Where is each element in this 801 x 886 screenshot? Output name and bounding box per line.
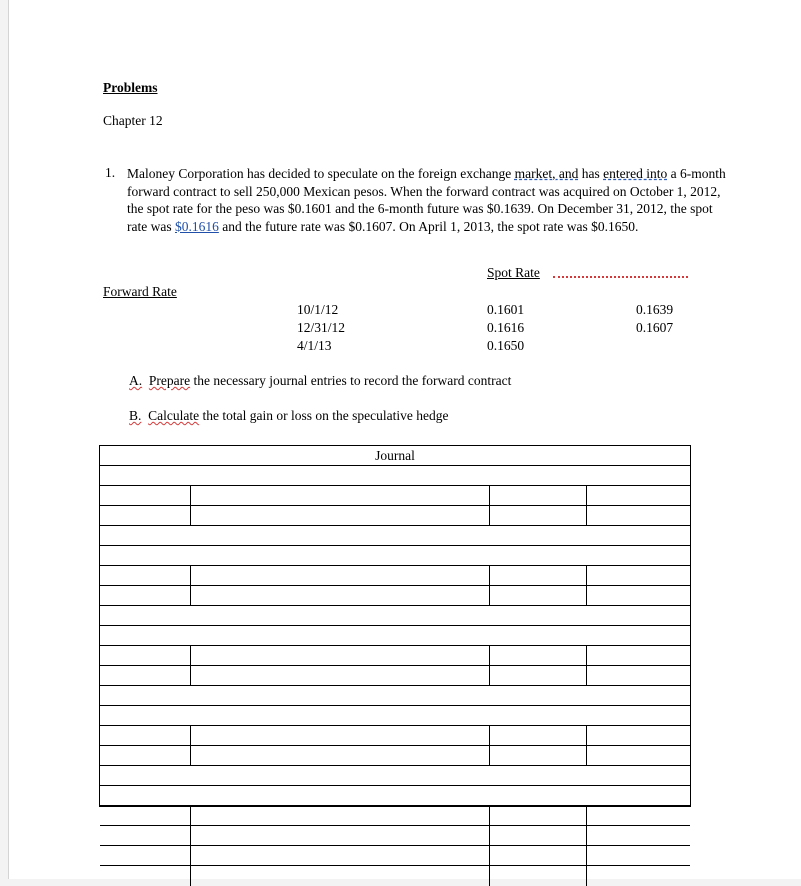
journal-cell[interactable]: [490, 746, 587, 765]
journal-cell[interactable]: [490, 726, 587, 745]
journal-row[interactable]: [100, 566, 690, 586]
journal-cell[interactable]: [490, 486, 587, 505]
chapter-label: Chapter 12: [103, 113, 163, 128]
journal-row[interactable]: [100, 846, 690, 866]
journal-cell[interactable]: [100, 586, 191, 605]
problem-text-part: has: [578, 166, 604, 181]
rate-spot: 0.1616: [487, 320, 525, 335]
journal-cell[interactable]: [490, 566, 587, 585]
journal-cell[interactable]: [100, 486, 191, 505]
journal-row[interactable]: [100, 606, 690, 626]
journal-cell[interactable]: [100, 646, 191, 665]
journal-cell[interactable]: [191, 566, 490, 585]
journal-cell[interactable]: [191, 506, 490, 525]
journal-row[interactable]: [100, 746, 690, 766]
journal-cell[interactable]: [191, 666, 490, 685]
rate-spot: 0.1601: [487, 302, 525, 317]
task-b-verb: Calculate: [148, 408, 200, 423]
journal-cell[interactable]: [100, 506, 191, 525]
journal-cell[interactable]: [490, 806, 587, 825]
journal-row[interactable]: [100, 486, 690, 506]
problem-text: [127, 165, 727, 235]
journal-cell[interactable]: [100, 846, 191, 865]
journal-cell[interactable]: [490, 506, 587, 525]
journal-cell[interactable]: [191, 646, 490, 665]
journal-cell[interactable]: [490, 826, 587, 845]
task-a-label: A.: [129, 373, 143, 388]
task-b: [129, 408, 448, 424]
journal-row[interactable]: [100, 866, 690, 886]
journal-row[interactable]: [100, 666, 690, 686]
journal-cell[interactable]: [191, 826, 490, 845]
task-a-text: the necessary journal entries to record the forward contract: [190, 373, 512, 388]
rate-spot: 0.1650: [487, 338, 525, 353]
journal-title: Journal: [100, 446, 690, 466]
problem-text-part: and the future rate was $0.1607. On April 1, 2013, the spot rate was $0.1650.: [218, 218, 639, 234]
journal-row[interactable]: [100, 466, 690, 486]
journal-cell[interactable]: [100, 666, 191, 685]
journal-row[interactable]: [100, 786, 690, 806]
rate-date: 4/1/13: [297, 338, 332, 353]
grammar-flag: entered into: [603, 166, 668, 181]
problem-number: 1.: [105, 165, 116, 180]
journal-row[interactable]: [100, 546, 690, 566]
journal-row[interactable]: [100, 806, 690, 826]
journal-row[interactable]: [100, 626, 690, 646]
journal-cell[interactable]: [490, 846, 587, 865]
journal-cell[interactable]: [490, 866, 587, 886]
journal-cell[interactable]: [191, 866, 490, 886]
journal-row[interactable]: [100, 766, 690, 786]
journal-cell[interactable]: [191, 846, 490, 865]
document-page: [8, 0, 801, 879]
journal-cell[interactable]: [490, 586, 587, 605]
journal-cell[interactable]: [490, 666, 587, 685]
journal-cell[interactable]: [191, 726, 490, 745]
journal-cell[interactable]: [100, 826, 191, 845]
journal-cell[interactable]: [100, 806, 191, 825]
problem-text-part: a 6-month forward contract to sell 250,000 Mexican pesos. When the forward contract was acquired on October 1, 2012, the spot rate for the peso was $0.1601 and the 6-month future was $0.1639. On December 31, 2012, the spot rate was: [127, 166, 726, 234]
journal-row[interactable]: [100, 726, 690, 746]
journal-cell[interactable]: [191, 586, 490, 605]
rate-forward: 0.1607: [636, 320, 674, 335]
task-a: [129, 373, 511, 389]
task-a-verb: Prepare: [148, 373, 191, 388]
journal-row[interactable]: [100, 506, 690, 526]
rate-date: 12/31/12: [297, 320, 346, 335]
page-title: Problems: [103, 80, 158, 95]
journal-cell[interactable]: [100, 866, 191, 886]
hyperlink-value[interactable]: $0.1616: [174, 218, 219, 234]
journal-row[interactable]: [100, 526, 690, 546]
journal-row[interactable]: [100, 826, 690, 846]
journal-cell[interactable]: [191, 806, 490, 825]
journal-cell[interactable]: [100, 726, 191, 745]
journal-cell[interactable]: [191, 746, 490, 765]
journal-cell[interactable]: [490, 646, 587, 665]
journal-row[interactable]: [100, 586, 690, 606]
journal-row[interactable]: [100, 686, 690, 706]
task-b-text: the total gain or loss on the speculative hedge: [199, 408, 449, 423]
journal-cell[interactable]: [100, 566, 191, 585]
journal-row[interactable]: [100, 646, 690, 666]
journal-row[interactable]: [100, 706, 690, 726]
grammar-flag: market, and: [514, 166, 579, 181]
spot-rate-header: [487, 265, 540, 281]
rate-forward: 0.1639: [636, 302, 674, 317]
spellcheck-underline: [553, 266, 688, 278]
journal-cell[interactable]: [100, 746, 191, 765]
spot-rate-label: Spot Rate: [487, 265, 540, 280]
forward-rate-header: Forward Rate: [103, 284, 177, 299]
journal-cell[interactable]: [191, 486, 490, 505]
problem-text-part: Maloney Corporation has decided to speculate on the foreign exchange: [127, 166, 515, 181]
task-b-label: B.: [129, 408, 142, 423]
journal-table: [99, 445, 691, 807]
rate-date: 10/1/12: [297, 302, 339, 317]
